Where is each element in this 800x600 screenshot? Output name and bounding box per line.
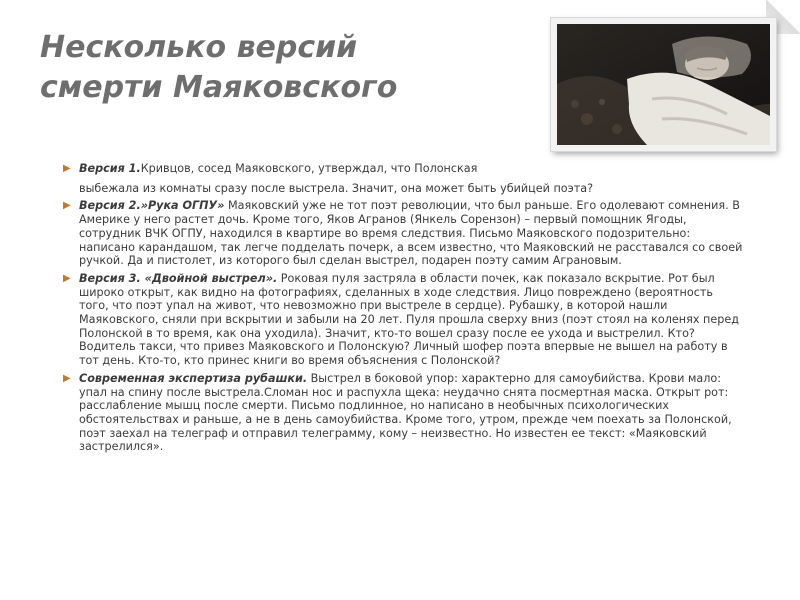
item-text: Роковая пуля застряла в области почек, как показало вскрытие. Рот был широко открыт, как видно на фотографиях, сделанных в ходе следствия. Лицо повреждено (вероятность того, что поэт упал на живот, что невозможно при выстреле в сердце). Рубашку, в которой нашли Маяковского, сняли при вскрытии и забыли на 20 лет. Пуля прошла сверху вниз (поэт стоял на коленях перед Полонской в то время, как она уходила). Значит, кто-то вошел сразу после ее ухода и выстрелил. Кто? Водитель такси, что привез Маяковского и Полонскую? Личный шофер поэта впервые не вышел на работу в тот день. Кто-то, кто принес книги во время объяснения с Полонской? [79, 271, 739, 368]
item-label: Современная экспертиза рубашки. [79, 371, 308, 385]
photo-mayakovsky-deathbed [557, 24, 770, 145]
list-item-version-2 [63, 199, 743, 268]
item-label: Версия 1. [79, 162, 141, 175]
item-label: Версия 3. «Двойной выстрел». [79, 271, 278, 285]
slide-title [40, 28, 540, 108]
bullet-arrow-icon: ▶ [63, 163, 71, 174]
title-line-1: Несколько версий [40, 30, 358, 65]
item-text: Кривцов, сосед Маяковского, утверждал, что Полонская [140, 162, 478, 175]
versions-list [63, 162, 743, 458]
list-item-version-3 [63, 272, 743, 368]
list-item-shirt-expertise [63, 372, 743, 454]
item-label: Версия 2.»Рука ОГПУ» [79, 199, 225, 213]
bullet-arrow-icon: ▶ [63, 272, 71, 284]
bullet-arrow-icon: ▶ [63, 200, 71, 212]
bullet-arrow-icon: ▶ [63, 372, 71, 384]
photo-mayakovsky [551, 18, 776, 151]
list-item-version-1 [63, 162, 743, 195]
item-text: Выстрел в боковой упор: характерно для самоубийства. Крови мало: упал на спину после выстрела.Сломан нос и распухла щека: неудачно снята посмертная маска. Открыт рот: расслабление мышц после смерти. Письмо подлинное, но написано в необычных психологических обстоятельствах и раньше, а не в день самоубийства. Кроме того, утром, прежде чем поехать за Полонской, поэт заехал на телеграф и отправил телеграмму, кому – неизвестно. Но известен ее текст: «Маяковский застрелился». [79, 371, 732, 454]
title-line-2: смерти Маяковского [40, 70, 398, 105]
item-text: Маяковский уже не тот поэт революции, что был раньше. Его одолевают сомнения. В Америке у него растет дочь. Кроме того, Яков Агранов (Янкель Сорензон) – первый помощник Ягоды, сотрудник ВЧК ОГПУ, находился в квартире во время следствия. Письмо Маяковского подозрительно: написано карандашом, так легче подделать почерк, а всем известно, что Маяковский не расставался со своей ручкой. Да и пистолет, из которого был сделан выстрел, подарен поэту самим Аграновым. [79, 199, 743, 268]
item-text-continued: выбежала из комнаты сразу после выстрела. Значит, она может быть убийцей поэта? [79, 181, 594, 195]
